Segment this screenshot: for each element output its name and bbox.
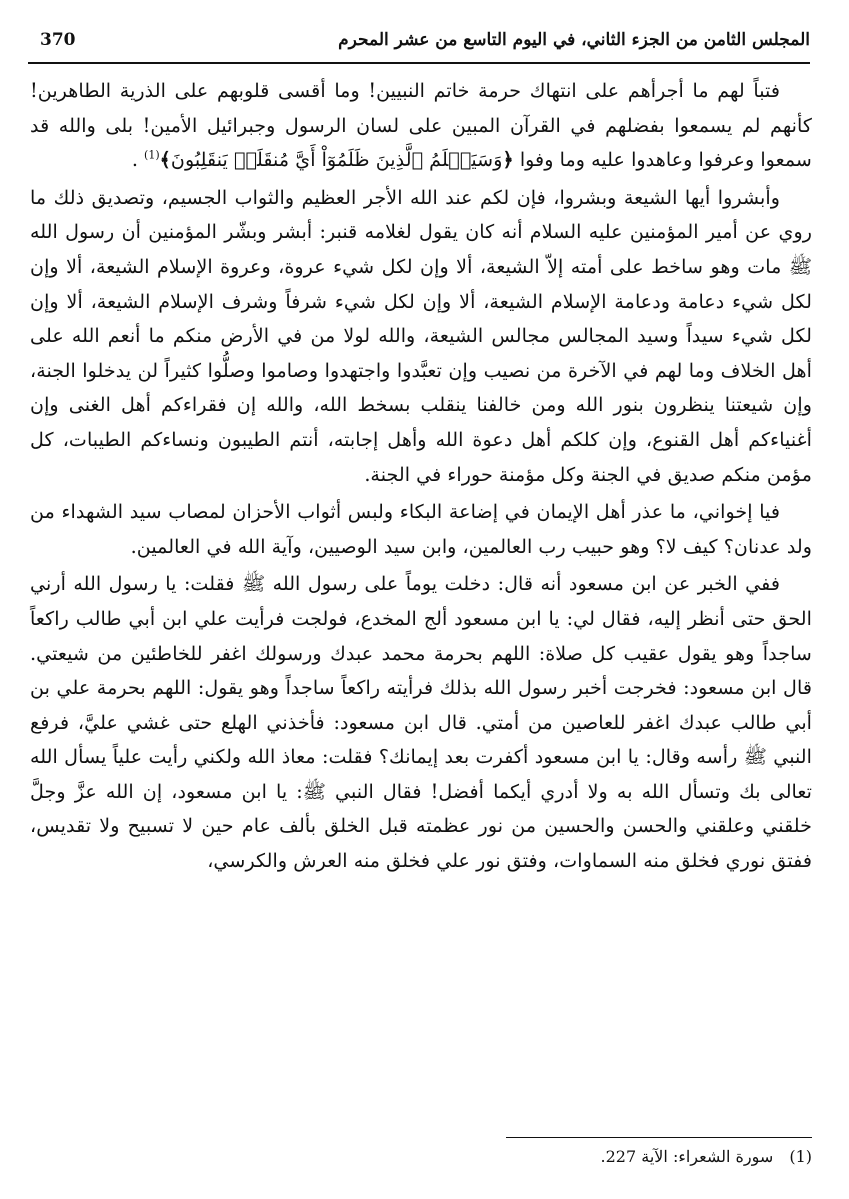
paragraph-1-end: . — [131, 148, 145, 172]
paragraph-1 — [30, 74, 812, 178]
paragraph-2: وأبشروا أيها الشيعة وبشروا، فإن لكم عند الله الأجر العظيم والثواب الجسيم، وتصديق ذلك ما روي عن أمير المؤمنين عليه السلام أنه كان يقول لغلامه قنبر: أبشر وبشّر المؤمنين أن رسول الله ﷺ مات وهو ساخط على أمته إلاّ الشيعة، ألا وإن لكل شيء عروة، وعروة الإسلام الشيعة، ألا وإن لكل شيء دعامة ودعامة الإسلام الشيعة، ألا وإن لكل شيء شرفاً وشرف الإسلام الشيعة، ألا وإن لكل شيء سيداً وسيد المجالس مجالس الشيعة، والله لولا من في الأرض منكم ما أنعم الله على أهل الخلاف وما لهم في الآخرة من نصيب وإن تعبَّدوا واجتهدوا وصاموا وصلُّوا كثيراً لن يدخلوا الجنة، وإن شيعتنا ينظرون بنور الله ومن خالفنا ينقلب بسخط الله، والله إن فقراءكم أهل الغنى وإن أغنياءكم أهل القنوع، وإن كلكم أهل دعوة الله وأهل إجابته، أنتم الطيبون ونساءكم الطيبات، كل مؤمن منكم صديق في الجنة وكل مؤمنة حوراء في الجنة. — [30, 185, 812, 486]
paragraph-3: فيا إخواني، ما عذر أهل الإيمان في إضاعة البكاء ولبس أثواب الأحزان لمصاب سيد الشهداء من ولد عدنان؟ كيف لا؟ وهو حبيب رب العالمين، وابن سيد الوصيين، وآية الله في العالمين. — [30, 500, 812, 558]
paragraph-4: ففي الخبر عن ابن مسعود أنه قال: دخلت يوماً على رسول الله ﷺ فقلت: يا رسول الله أرني الحق حتى أنظر إليه، فقال لي: يا ابن مسعود ألج المخدع، فولجت فرأيت علي ابن أبي طالب راكعاً ساجداً وهو يقول عقيب كل صلاة: اللهم بحرمة محمد عبدك ورسولك اغفر للخاطئين من شيعتي. قال ابن مسعود: فخرجت أخبر رسول الله بذلك فرأيته راكعاً ساجداً وهو يقول: اللهم بحرمة علي بن أبي طالب عبدك اغفر للعاصين من أمتي. قال ابن مسعود: فأخذني الهلع حتى غشي عليَّ، فرفع النبي ﷺ رأسه وقال: يا ابن مسعود أكفرت بعد إيمانك؟ فقلت: معاذ الله ولكني رأيت علياً يسأل الله تعالى بك وتسأل الله به ولا أدري أيكما أفضل! فقال النبي ﷺ: يا ابن مسعود، إن الله عزَّ وجلَّ خلقني وعلقني والحسن والحسين من نور عظمته قبل الخلق بألف عام حين لا تسبيح ولا تقديس، ففتق نوري فخلق منه السماوات، وفتق نور علي فخلق منه العرش والكرسي، — [30, 572, 812, 873]
footnote-reference: (1) — [144, 148, 160, 162]
footnote-divider — [506, 1137, 812, 1138]
paragraph-1-text: فتباً لهم ما أجرأهم على انتهاك حرمة خاتم النبيين! وما أقسى قلوبهم على الذرية الطاهرين! كأنهم لم يسمعوا بفضلهم في القرآن المبين على لسان الرسول وجبرائيل الأمين! بلى والله قد سمعوا وعرفوا وعاهدوا عليه وما وفوا — [30, 79, 812, 172]
quran-brace-close: ﴾ — [159, 148, 171, 172]
main-text — [30, 74, 812, 879]
footnote-number: (1) — [789, 1147, 812, 1166]
page-number: 370 — [40, 30, 76, 50]
footnote — [601, 1147, 812, 1166]
header-title: المجلس الثامن من الجزء الثاني، في اليوم التاسع من عشر المحرم — [338, 30, 810, 50]
quran-brace-open: ﴿ — [502, 148, 514, 172]
running-header — [28, 26, 810, 64]
footnote-text: سورة الشعراء: الآية 227. — [600, 1147, 774, 1166]
quran-verse: وَسَيَعۡلَمُ ٱلَّذِينَ ظَلَمُوٓاْ أَيَّ مُنقَلَبٖ يَنقَلِبُونَ — [170, 148, 503, 172]
